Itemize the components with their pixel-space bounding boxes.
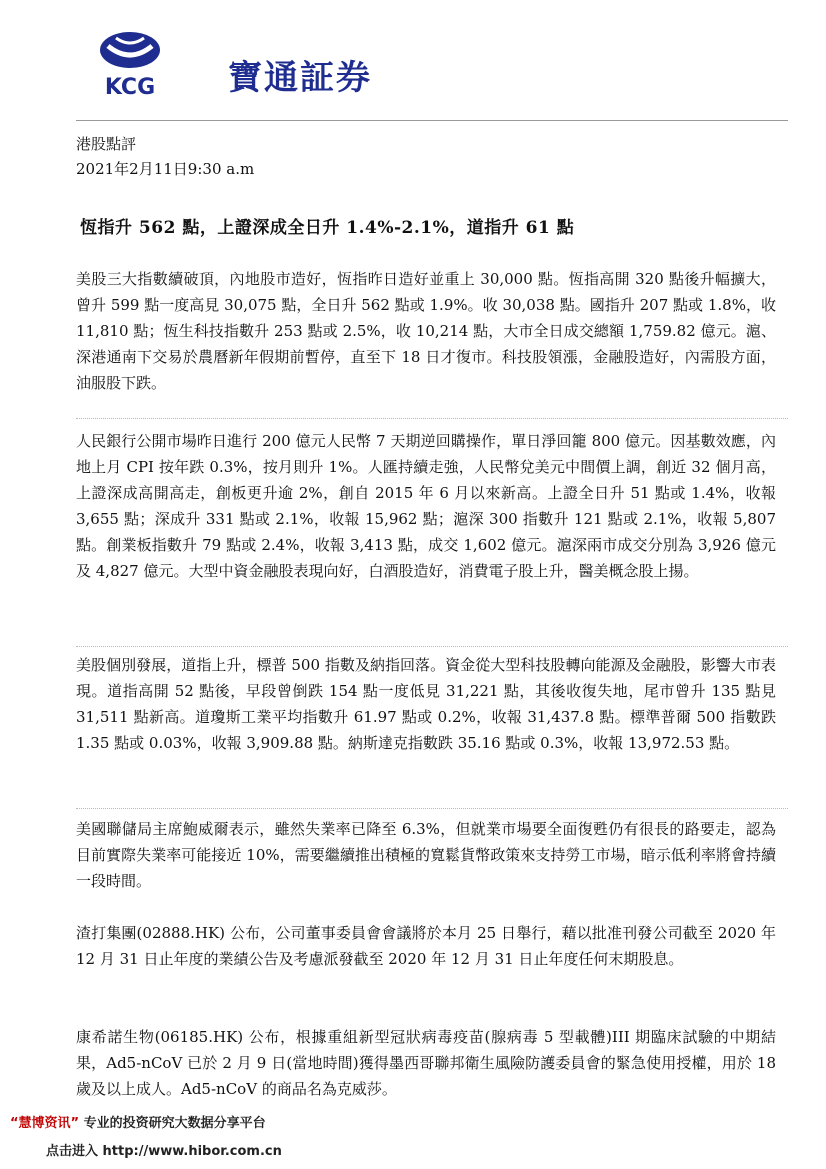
section-divider [76,646,788,647]
paragraph-standard-chartered: 渣打集團(02888.HK) 公布，公司董事委員會會議將於本月 25 日舉行，藉以批准刊發公司截至 2020 年 12 月 31 日止年度的業績公告及考慮派發截至 2020 年 12 月 31 日止年度任何末期股息。 [76,924,776,968]
footer-link[interactable]: 点击进入 http://www.hibor.com.cn [46,1144,282,1159]
footer-brand-quoted: “慧博资讯” [10,1116,80,1131]
paragraph-market-summary: 美股三大指數續破頂，內地股市造好，恆指昨日造好並重上 30,000 點。恆指高開 320 點後升幅擴大，曾升 599 點一度高見 30,075 點，全日升 562 點或 1.9%。收 30,038 點。國指升 207 點或 1.8%，收 11,810 點；恆生科技指數升 253 點或 2.5%，收 10,214 點，大市全日成交總額 1,759.82 億元。滬、深港通南下交易於農曆新年假期前暫停，直至下 18 日才復市。科技股領漲，金融股造好，內需股方面，油服股下跌。 [76,270,776,392]
svg-text:KCG: KCG [104,75,156,100]
brand-name: 寶通証券 [228,58,372,98]
document-header [80,24,780,104]
section-divider [76,808,788,809]
footer-tagline: 专业的投资研究大数据分享平台 [79,1116,266,1131]
header-rule [76,120,788,121]
report-datetime: 2021年2月11日9:30 a.m [76,160,255,178]
kcg-logo-icon [90,28,170,100]
footer-watermark [10,1112,266,1131]
paragraph-china-market: 人民銀行公開市場昨日進行 200 億元人民幣 7 天期逆回購操作，單日淨回籠 800 億元。因基數效應，內地上月 CPI 按年跌 0.3%，按月則升 1%。人匯持續走強，人民幣兌美元中間價上調，創近 32 個月高，上證深成高開高走，創板更升逾 2%，創自 2015 年 6 月以來新高。上證全日升 51 點或 1.4%，收報 3,655 點；深成升 331 點或 2.1%，收報 15,962 點；滬深 300 指數升 121 點或 2.1%，收報 5,807 點。創業板指數升 79 點或 2.4%，收報 3,413 點，成交 1,602 億元。滬深兩市成交分別為 3,926 億元及 4,827 億元。大型中資金融股表現向好，白酒股造好，消費電子股上升，醫美概念股上揚。 [76,432,776,580]
headline: 恆指升 562 點，上證深成全日升 1.4%-2.1%，道指升 61 點 [80,218,575,238]
paragraph-cansino: 康希諾生物(06185.HK) 公布，根據重組新型冠狀病毒疫苗(腺病毒 5 型載體)III 期臨床試驗的中期結果，Ad5-nCoV 已於 2 月 9 日(當地時間)獲得墨西哥聯邦衛生風險防護委員會的緊急使用授權，用於 18 歲及以上成人。Ad5-nCoV 的商品名為克威莎。 [76,1028,776,1098]
paragraph-fed: 美國聯儲局主席鮑威爾表示，雖然失業率已降至 6.3%，但就業市場要全面復甦仍有很長的路要走，認為目前實際失業率可能接近 10%，需要繼續推出積極的寬鬆貨幣政策來支持勞工市場，暗示低利率將會持續一段時間。 [76,820,776,890]
section-divider [76,418,788,419]
report-category: 港股點評 [76,135,137,153]
paragraph-us-market: 美股個別發展，道指上升，標普 500 指數及納指回落。資金從大型科技股轉向能源及金融股，影響大市表現。道指高開 52 點後，早段曾倒跌 154 點一度低見 31,221 點，其後收復失地，尾市曾升 135 點見 31,511 點新高。道瓊斯工業平均指數升 61.97 點或 0.2%，收報 31,437.8 點。標準普爾 500 指數跌 1.35 點或 0.03%，收報 3,909.88 點。納斯達克指數跌 35.16 點或 0.3%，收報 13,972.53 點。 [76,656,776,752]
